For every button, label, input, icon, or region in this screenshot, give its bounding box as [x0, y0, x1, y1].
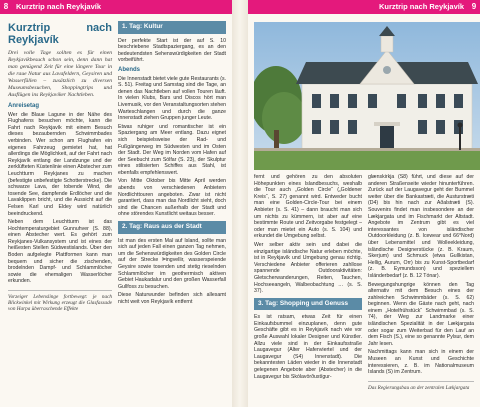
article-title: Kurztrip nach Reykjavík — [8, 22, 112, 46]
day3-heading: 3. Tag: Shopping und Genuss — [254, 298, 362, 311]
column-1 — [8, 18, 112, 313]
left-running-title: Kurztrip nach Reykjavík — [16, 2, 102, 11]
left-page-header — [0, 0, 232, 14]
photo-caption: Vorzeiger Lebenslinge fortbewegt: je nach Blickwinkel mit Wirkung erzeugt die Glasfassade von Harpa überraschende Effekte — [8, 290, 112, 313]
paragraph: Die Innenstadt bietet viele gute Restaurants (s. S. 51). Freitag und Samstag sind die Tage, an denen das Nachtleben auf vollen Touren läuft. In vielen Klubs, Bars und Discos hört man Livemusik, vor den Veranstaltungsorten stehen Warteschlangen und durch die ganze Innenstadt ziehen Gruppen junger Leute. — [118, 75, 226, 122]
paragraph: Es ist ratsam, etwas Zeit für einen Einkaufsbummel einzuplanen, denn gute Geschäfte gibt es in Reykjavík nach wie vor große Auswahl lokaler Designer und Künstler. Allzu viele sind in der Einkaufsstraße Laugavegur (Alter Hafenviertel und der Laugavegur (S4) Innenstadt). Die bekanntesten Läden wieder in die Innenstadt gelegenen Angebote aber (Abstecher) in die Laugavegur bis Skólavörðustígur- — [254, 314, 362, 380]
day2-heading: 2. Tag: Raus aus der Stadt — [118, 221, 226, 234]
paragraph: fernt und gehören zu den absoluten Höhepunkten eines Islandbesuchs, weshalb die Tour auch „Golden Circle“ („Goldener Kreis“, S. 27) genannt wird. Entweder bucht man eine Golden-Circle-Tour bei einem Anbieter (s. S. 41) – dann braucht man sich um nichts zu kümmern, ist aber auf eine bestimmte Route und Zeitvorgabe festgelegt – oder man mietet ein Auto (s. S. 104) und erkundet die Umgebung selbst. — [254, 174, 362, 240]
paragraph: Diese Naturwunder befinden sich allesamt nicht weit von Reykjavík entfernt — [118, 292, 226, 305]
right-page-header — [248, 0, 480, 14]
column-3 — [254, 174, 362, 382]
book-gutter — [232, 0, 248, 407]
building-illustration — [254, 22, 480, 170]
abends-heading: Abends — [118, 66, 141, 73]
paragraph: Neben dem Leuchtturm ist das Hochtemperaturgebiet Gunnuhver (S. 88), einen Abstecher wert. Es gehört zum Reykjanes-Vulkansystem und ist eines der heißesten Stellen Südwestislands. Über den Boden aufgelegte Plattformen kann man bequem und sicher die zischenden, brodelnden Dampf- und Schlammlöcher sowie die ehemaligen Wasserlöcher erkunden. — [8, 219, 112, 285]
photo-caption: Das Regierungsbau an der zentralen Lækjargata — [368, 381, 474, 391]
column-4 — [368, 174, 474, 391]
paragraph: Etwas ruhiger und romantischer ist ein Spaziergang am Meer entlang. Dazu eignet sich beispielsweise der Rad- und Fußgängerweg im Südwesten und im Osten der Stadt. Der Weg im Norden vom Hafen auf der Seebucht zum Sólfar (S. 23), der Skulptur eines stilisierten Schiffes aus Stahl, ist ebenfalls empfehlenswert. — [118, 123, 226, 176]
left-page-number: 8 — [3, 2, 9, 11]
anreisetag-heading: Anreisetag — [8, 103, 40, 109]
column-2 — [118, 18, 226, 308]
paragraph: Ist man des ersten Mal auf Island, sollte man sich auf jeden Fall einen ganzen Tag nehmen, um die Sehenswürdigkeiten des Golden Circle auf der Strecke Þingvellir, wasserspeiende Geysire sowie tosenden und stetig rieselnden Schlammlöcher im geothermisch aktiven Gebiet Haukadalur und den großen Wasserfall Gullfoss zu besuchen. — [118, 237, 226, 290]
right-running-title: Kurztrip nach Reykjavík — [378, 2, 464, 11]
right-page-number: 9 — [471, 2, 477, 11]
paragraph: glænskirkja (S8) führt, und diese auf der anderen Straßenseite wieder hinunterführen. Zurück auf der Laugavegur geht der Bummel weiter über die Bankastræti, die Austurstræti (D4) bis hin nach zur Aðalstræti (S). Souvenirs findet man insbesondere an der Lækjargata und im Fischmarkt der Altstadt. Angebote im Zentrum gibt es viel interessantes von isländischer Outdoorkleidung (z. B. Icewear und 66°Nord) über Lebensmittel und Wolleekleidung, isländische Designerstücke (z. B. Kraum, Skerjum) und Schmuck (etwa Gullkistan, Hellig, Aurum, Orr) bis zu Kunst-Sportbedarf (z. B. Eymundsson) und speziellem Isländerbedarf (z. B. 12 Tónar). — [368, 174, 474, 279]
article-intro: Drei volle Tage sollten es für einen Reykjavíkbesuch schon sein, denn dann hat man genügend Zeit für eine längere Tour in die raue Natur aus Lavafeldern, Geysiren und Wasserfällen – zusätzlich zu diversen Museumsbesuchen, Shoppingtrips und Ausflügen ins Reykjavíker Nachtleben. — [8, 50, 112, 98]
paragraph: Bewegungshungrige können den Tag alternativ mit dem Besuch eines der zahlreichen Schwimmbäder (s. S. 62) beginnen. Wenn die Gäste nach geht, nach einem „Hotelfrühstück“ Schwimmbad (s. S. 74), der Weg zur Landmarke einer isländischen Spezialität in der Lækjargata oder sogar zum Weiterbad für den Lauf an dem Fisch (S.), eine so genannte Pylsur, dem Jahr lesen. — [368, 281, 474, 347]
paragraph: Nachmittags kann man sich in einem der Museen an Kunst und Geschichte interessieren, z. B. im Nationalmuseum Islands (S) im Zentrum. — [368, 349, 474, 376]
paragraph: Wer die Blaue Lagune in der Nähe des Flughafens besuchen möchte, kann die Fahrt nach Reykjavík mit einem Besuch dieses bezaubernden Schwimmbades verbinden. Wer schon am Flughafen ein eigenes Fahrzeug gemietet hat, hat allerdings die Möglichkeit, auf der Fahrt nach Reykjavík entlang der Landzunge und der zerklüfteten Küstenlinie einen Abstecher zum Leuchtturm Reykjanes zu machen (befestigte unbefestigte Schotterstrecke). Die schwarze Lava, der tobende Wind, die tosende See, dampfende Erdlöcher und die Lavaklippen bricht, und die Aussicht auf die Felsen Karl und Eldey wird natürlich beeindruckend. — [8, 111, 112, 217]
government-house-photo — [254, 22, 480, 170]
day1-heading: 1. Tag: Kultur — [118, 21, 226, 34]
paragraph: Wer selber aktiv sein und dabei die einzigartige isländische Natur erleben möchte, ist in Reykjavík und Umgebung genau richtig. Verschiedene Anbieter offerieren zahllose spannende Outdooraktivitäten: Gletscherwanderungen, Reiten, Tauchen, Hochseeangeln, Walbeobachtung … (s. S. 37). — [254, 241, 362, 295]
paragraph: Der perfekte Start ist der auf S. 10 beschriebene Stadtspaziergang, es an den bedeutendsten Sehenswürdigkeiten der Stadt vorbeiführt. — [118, 37, 226, 64]
paragraph: Von Mitte Oktober bis Mitte April werden abends von verschiedenen Anbietern Nordlichttouren angeboten. Zwar ist nicht garantiert, dass man das Nordlicht sieht, doch sind die Chancen außerhalb der Stadt und ohne störendes Kunstlicht weitaus besser. — [118, 178, 226, 218]
